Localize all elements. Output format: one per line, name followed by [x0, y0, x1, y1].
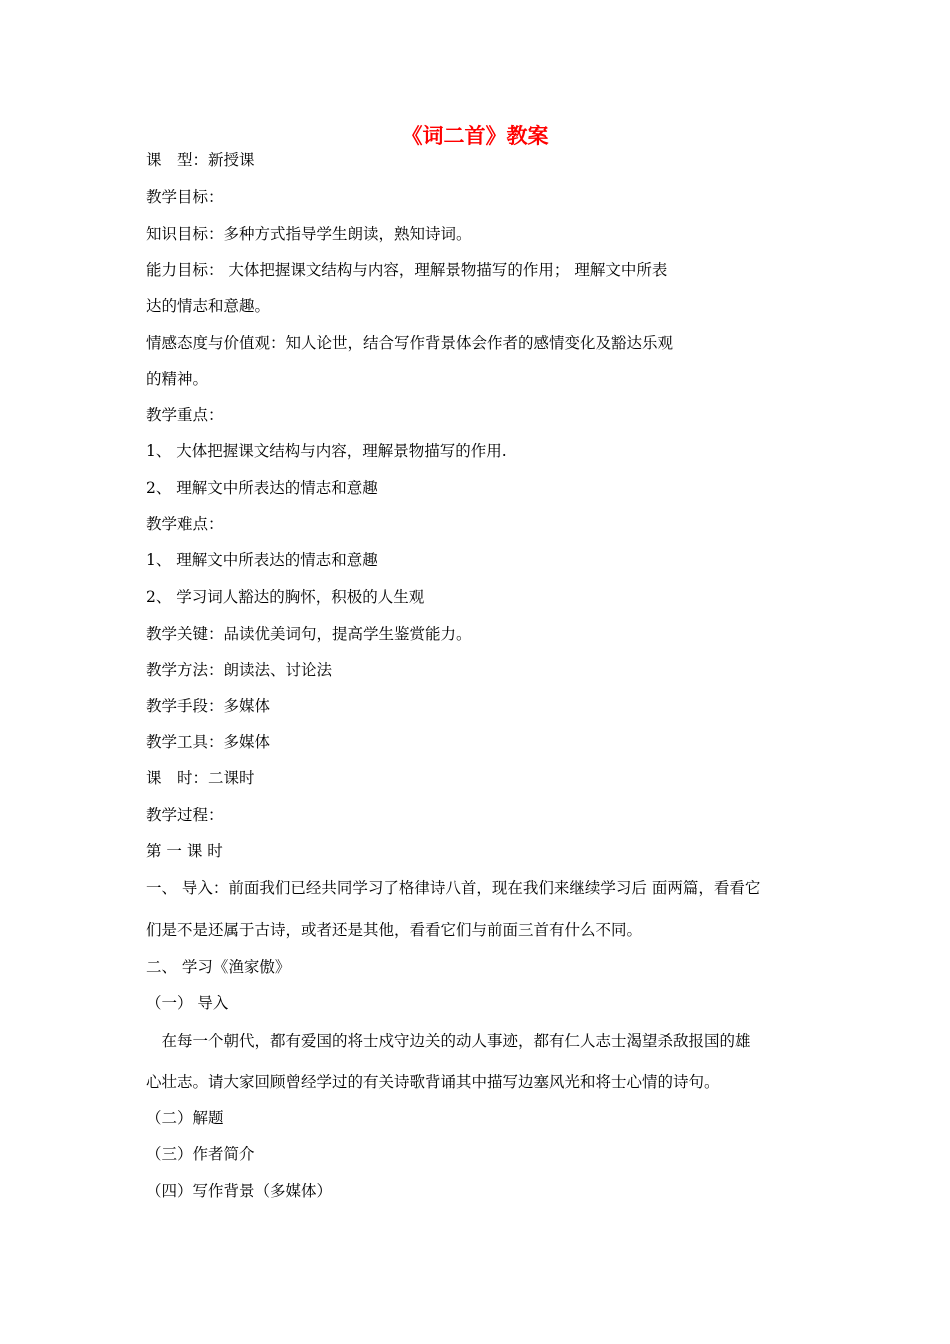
subsection-writing-background: （四）写作背景（多媒体） — [146, 1182, 333, 1200]
teaching-tools-line: 教学工具：多媒体 — [146, 733, 271, 751]
section-two-heading: 二、 学习《渔家傲》 — [146, 958, 291, 976]
teaching-method-line: 教学方法：朗读法、讨论法 — [146, 661, 333, 679]
first-lesson-heading: 第 一 课 时 — [146, 842, 223, 860]
intro-body-line-1: 在每一个朝代，都有爱国的将士戍守边关的动人事迹，都有仁人志士渴望杀敌报国的雄 — [146, 1032, 751, 1050]
subsection-title-explanation: （二）解题 — [146, 1109, 224, 1127]
ability-goal-line: 能力目标： 大体把握课文结构与内容，理解景物描写的作用； 理解文中所表 — [146, 261, 668, 279]
key-point-2: 2、 理解文中所表达的情志和意趣 — [146, 479, 378, 497]
emotion-goal-line: 情感态度与价值观：知人论世，结合写作背景体会作者的感情变化及豁达乐观 — [146, 334, 674, 352]
teaching-goals-heading: 教学目标： — [146, 188, 224, 206]
class-hours-line: 课 时：二课时 — [146, 769, 255, 787]
key-point-1: 1、 大体把握课文结构与内容，理解景物描写的作用. — [146, 442, 507, 460]
difficult-point-1: 1、 理解文中所表达的情志和意趣 — [146, 551, 378, 569]
intro-body-line-2: 心壮志。请大家回顾曾经学过的有关诗歌背诵其中描写边塞风光和将士心情的诗句。 — [146, 1073, 720, 1091]
subsection-intro-heading: （一） 导入 — [146, 994, 229, 1012]
teaching-process-heading: 教学过程： — [146, 806, 224, 824]
knowledge-goal-line: 知识目标：多种方式指导学生朗读，熟知诗词。 — [146, 225, 472, 243]
difficult-point-2: 2、 学习词人豁达的胸怀，积极的人生观 — [146, 588, 425, 606]
teaching-key-line: 教学关键：品读优美词句，提高学生鉴赏能力。 — [146, 625, 472, 643]
lesson-type-line: 课 型：新授课 — [146, 151, 255, 169]
document-title: 《词二首》教案 — [401, 123, 549, 148]
difficult-points-heading: 教学难点： — [146, 515, 224, 533]
intro-paragraph-line-2: 们是不是还属于古诗，或者还是其他，看看它们与前面三首有什么不同。 — [146, 921, 643, 939]
teaching-means-line: 教学手段：多媒体 — [146, 697, 271, 715]
intro-paragraph-line-1: 一、 导入：前面我们已经共同学习了格律诗八首，现在我们来继续学习后 面两篇，看看它 — [146, 879, 761, 897]
key-points-heading: 教学重点： — [146, 406, 224, 424]
emotion-goal-line-cont: 的精神。 — [146, 370, 209, 388]
ability-goal-line-cont: 达的情志和意趣。 — [146, 297, 271, 315]
subsection-author-intro: （三）作者简介 — [146, 1145, 255, 1163]
